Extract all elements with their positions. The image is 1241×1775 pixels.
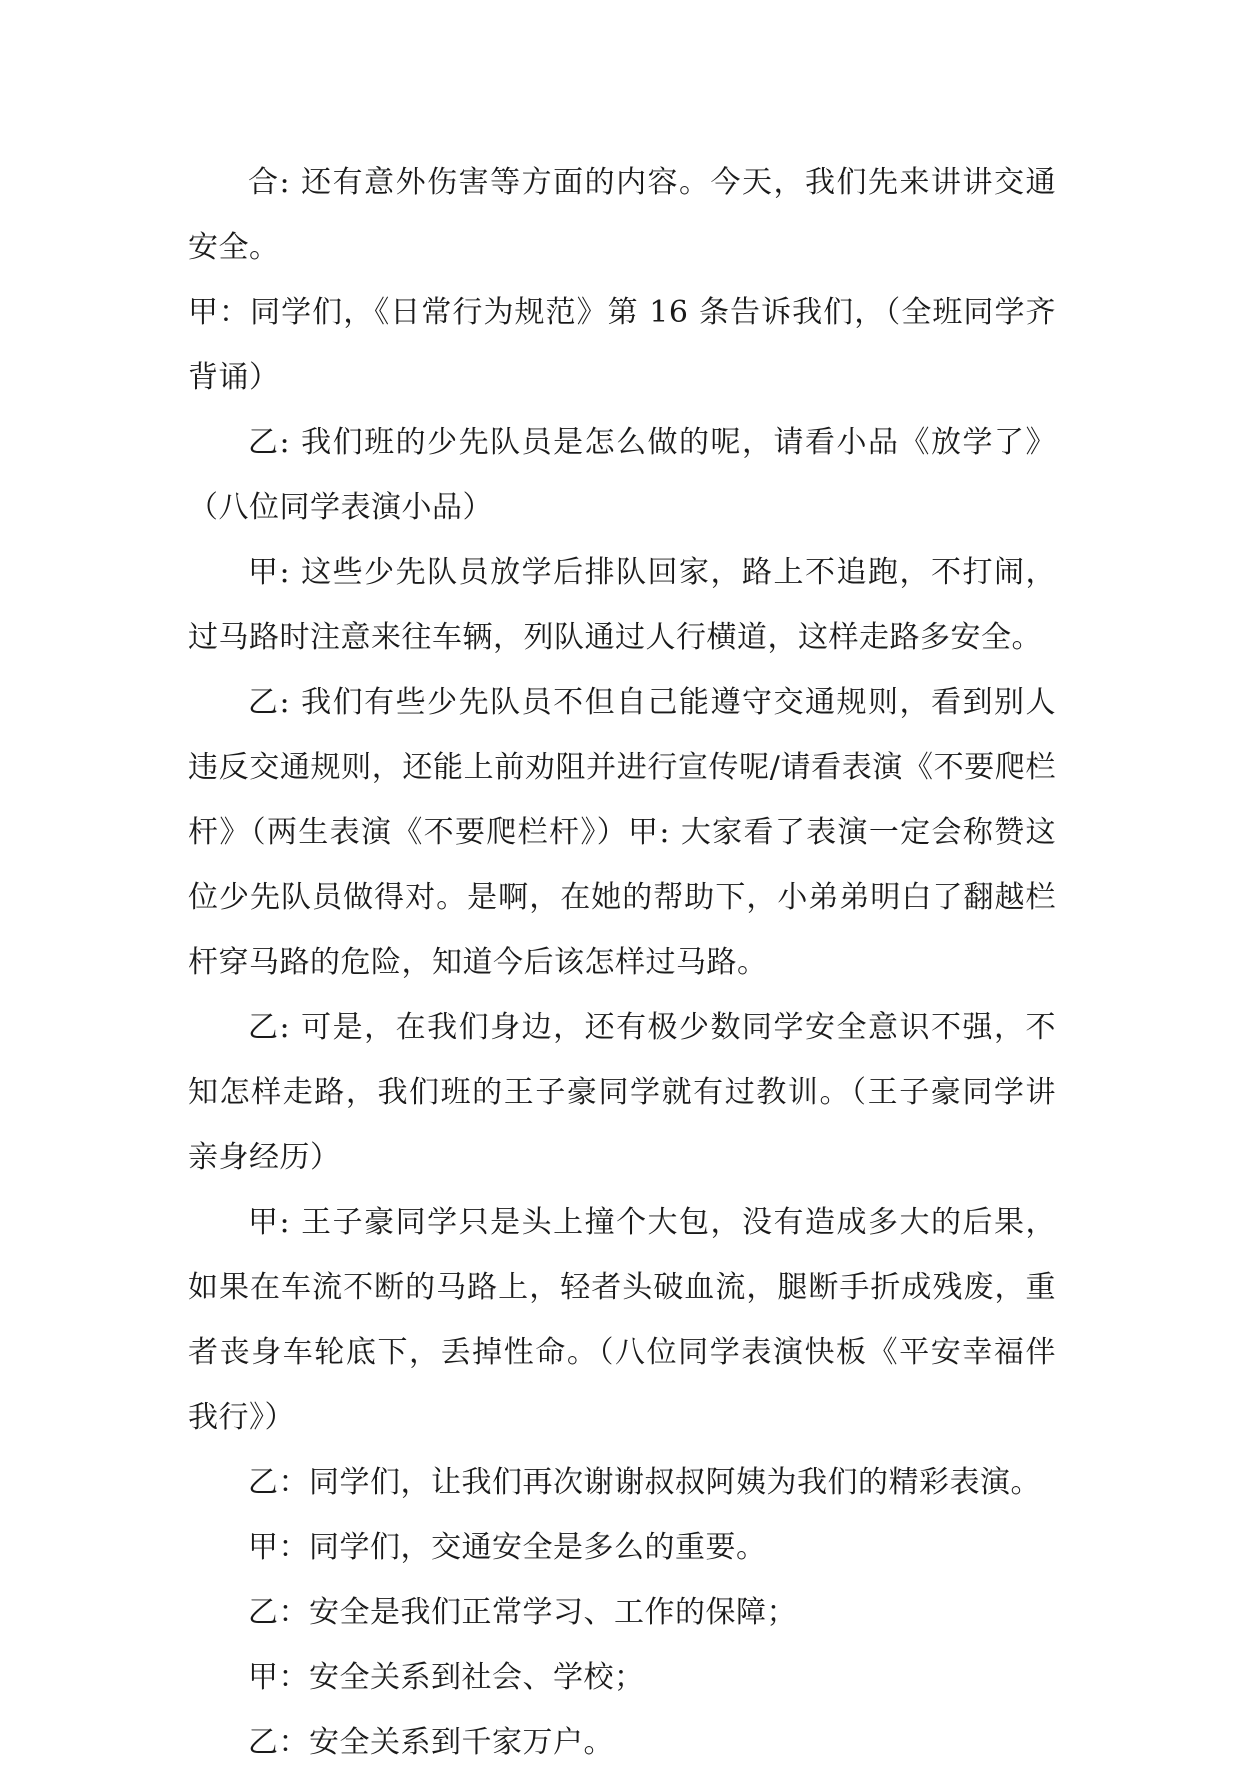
paragraph-5: 乙: 我们有些少先队员不但自己能遵守交通规则，看到别人违反交通规则，还能上前劝阻并进行宣传呢/请看表演《不要爬栏杆》（两生表演《不要爬栏杆》）甲: 大家看了表演一定会称赞这位少先队员做得对。是啊，在她的帮助下，小弟弟明白了翻越栏杆穿马路的危险，知道今后该怎样过马路。	[188, 685, 1056, 980]
paragraph-8: 乙：同学们，让我们再次谢谢叔叔阿姨为我们的精彩表演。	[248, 1465, 1041, 1500]
paragraph-4: 甲: 这些少先队员放学后排队回家，路上不追跑，不打闹，过马路时注意来往车辆，列队通过人行横道，这样走路多安全。	[188, 555, 1056, 655]
document-page	[188, 150, 1056, 1775]
paragraph-9: 甲：同学们，交通安全是多么的重要。	[248, 1530, 767, 1565]
paragraph-12: 乙：安全关系到千家万户。	[248, 1725, 614, 1760]
paragraph-10: 乙：安全是我们正常学习、工作的保障；	[248, 1595, 797, 1630]
paragraph-1: 合: 还有意外伤害等方面的内容。今天，我们先来讲讲交通安全。	[188, 165, 1056, 265]
paragraph-7: 甲: 王子豪同学只是头上撞个大包，没有造成多大的后果，如果在车流不断的马路上，轻者头破血流，腿断手折成残废，重者丧身车轮底下，丢掉性命。（八位同学表演快板《平安幸福伴我行》）	[188, 1205, 1056, 1435]
paragraph-3: 乙: 我们班的少先队员是怎么做的呢，请看小品《放学了》（八位同学表演小品）	[188, 425, 1056, 525]
paragraph-2: 甲：同学们，《日常行为规范》第 16 条告诉我们，（全班同学齐背诵）	[188, 295, 1056, 395]
paragraph-6: 乙: 可是，在我们身边，还有极少数同学安全意识不强，不知怎样走路，我们班的王子豪同学就有过教训。（王子豪同学讲亲身经历）	[188, 1010, 1056, 1175]
paragraph-11: 甲：安全关系到社会、学校；	[248, 1660, 645, 1695]
